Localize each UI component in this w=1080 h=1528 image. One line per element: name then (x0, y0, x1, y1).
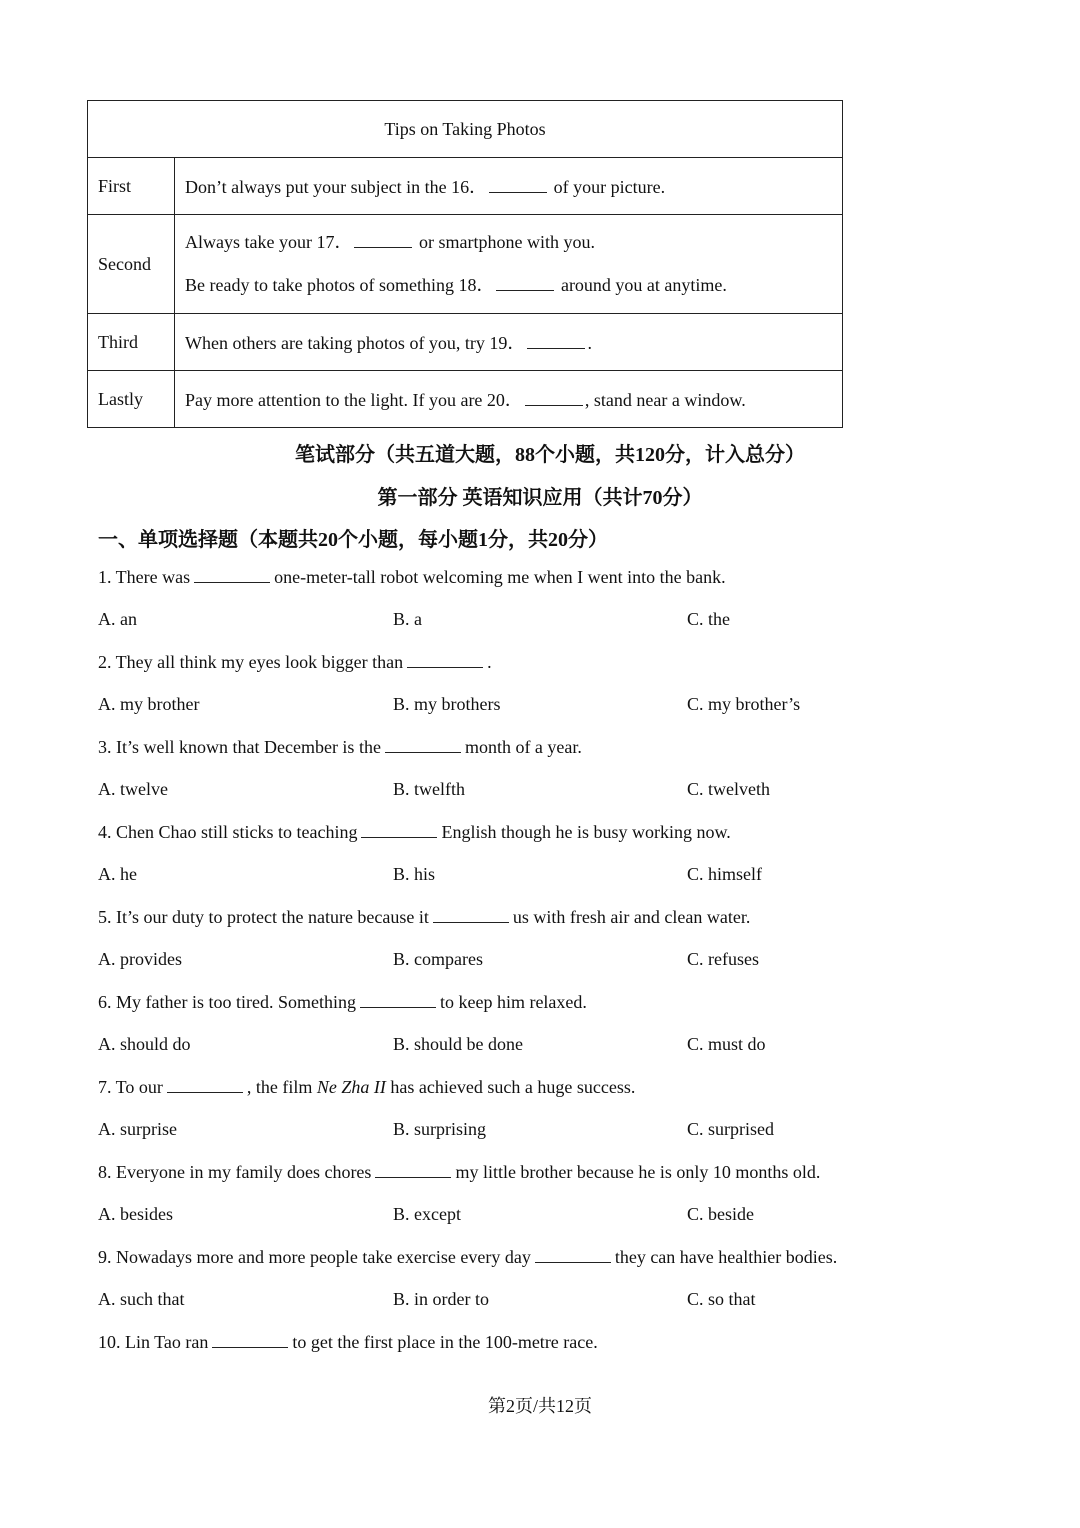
answer-blank (525, 389, 583, 406)
film-title: Ne Zha II (316, 1077, 386, 1097)
row-label: Second (88, 215, 175, 314)
page-number: 第2页/共12页 (487, 1396, 592, 1416)
row-text: Be ready to take photos of something 18． (185, 275, 495, 295)
table-row (88, 158, 843, 215)
option-a: A. such that (98, 1289, 185, 1309)
option-a: A. my brother (98, 694, 200, 714)
option-b: B. surprising (393, 1119, 487, 1139)
question-text: one-meter-tall robot welcoming me when I went into the bank. (274, 567, 726, 587)
table-row (88, 371, 843, 428)
option-c: C. refuses (687, 949, 759, 969)
option-c: C. must do (687, 1034, 766, 1054)
row-text: , stand near a window. (584, 390, 746, 410)
answer-blank (375, 1161, 451, 1178)
option-b: B. compares (393, 949, 483, 969)
question-7 (98, 1076, 635, 1098)
question-3 (98, 736, 582, 758)
question-text: , the film (246, 1077, 313, 1097)
question-1 (98, 566, 726, 588)
question-text: 4. Chen Chao still sticks to teaching (98, 822, 358, 842)
question-text: 3. It’s well known that December is the (98, 737, 381, 757)
option-c: C. himself (687, 864, 762, 884)
option-b: B. his (393, 864, 436, 884)
question-4 (98, 821, 731, 843)
option-c: C. the (687, 609, 730, 629)
answer-blank (361, 821, 437, 838)
question-text: 1. There was (98, 567, 191, 587)
option-a: A. surprise (98, 1119, 177, 1139)
option-a: A. an (98, 609, 137, 629)
row-text: of your picture. (549, 177, 666, 197)
question-6 (98, 991, 587, 1013)
row-label: First (88, 158, 175, 215)
row-content (175, 215, 843, 314)
question-8 (98, 1161, 820, 1183)
option-a: A. he (98, 864, 137, 884)
option-b: B. except (393, 1204, 461, 1224)
option-a: A. twelve (98, 779, 168, 799)
table-row (88, 215, 843, 314)
answer-blank (167, 1076, 243, 1093)
answer-blank (354, 231, 412, 248)
row-text: or smartphone with you. (414, 232, 595, 252)
option-c: C. surprised (687, 1119, 774, 1139)
answer-blank (433, 906, 509, 923)
row-content (175, 371, 843, 428)
question-text: has achieved such a huge success. (385, 1077, 636, 1097)
answer-blank (194, 566, 270, 583)
row-label: Third (88, 314, 175, 371)
answer-blank (535, 1246, 611, 1263)
question-text: month of a year. (464, 737, 582, 757)
answer-blank (496, 274, 554, 291)
option-c: C. beside (687, 1204, 754, 1224)
row-text: Don’t always put your subject in the 16． (185, 177, 488, 197)
option-b: B. in order to (393, 1289, 489, 1309)
answer-blank (527, 332, 585, 349)
option-a: A. should do (98, 1034, 191, 1054)
row-content (175, 314, 843, 371)
row-label: Lastly (88, 371, 175, 428)
question-9 (98, 1246, 837, 1268)
question-text: 2. They all think my eyes look bigger than (98, 652, 404, 672)
part1-heading: 第一部分 英语知识应用（共计70分） (377, 487, 703, 509)
question-text: us with fresh air and clean water. (512, 907, 751, 927)
written-section-heading: 笔试部分（共五道大题，88个小题，共120分，计入总分） (295, 444, 805, 466)
answer-blank (407, 651, 483, 668)
question-text: my little brother because he is only 10 months old. (455, 1162, 821, 1182)
answer-blank (360, 991, 436, 1008)
question-text: English though he is busy working now. (441, 822, 731, 842)
question-text: 9. Nowadays more and more people take exercise every day (98, 1247, 531, 1267)
question-text: they can have healthier bodies. (614, 1247, 838, 1267)
option-a: A. besides (98, 1204, 173, 1224)
question-2 (98, 651, 492, 673)
row-content (175, 158, 843, 215)
option-b: B. my brothers (393, 694, 501, 714)
question-text: 8. Everyone in my family does chores (98, 1162, 372, 1182)
row-text: Always take your 17． (185, 232, 353, 252)
row-text: When others are taking photos of you, try 19． (185, 333, 526, 353)
answer-blank (212, 1331, 288, 1348)
multiple-choice-heading: 一、单项选择题（本题共20个小题，每小题1分，共20分） (98, 529, 608, 551)
option-c: C. so that (687, 1289, 756, 1309)
question-text: to keep him relaxed. (439, 992, 587, 1012)
question-text: . (487, 652, 492, 672)
tips-table-title: Tips on Taking Photos (88, 101, 843, 158)
option-b: B. a (393, 609, 422, 629)
option-a: A. provides (98, 949, 182, 969)
table-row (88, 314, 843, 371)
option-c: C. twelveth (687, 779, 770, 799)
answer-blank (385, 736, 461, 753)
row-text: around you at anytime. (556, 275, 727, 295)
question-text: 10. Lin Tao ran (98, 1332, 209, 1352)
tips-table (87, 100, 843, 428)
question-text: to get the first place in the 100-metre race. (292, 1332, 598, 1352)
question-text: 7. To our (98, 1077, 163, 1097)
answer-blank (489, 176, 547, 193)
option-b: B. twelfth (393, 779, 465, 799)
question-10 (98, 1331, 598, 1353)
question-5 (98, 906, 750, 928)
question-text: 5. It’s our duty to protect the nature because it (98, 907, 429, 927)
row-text: Pay more attention to the light. If you are 20． (185, 390, 523, 410)
option-b: B. should be done (393, 1034, 523, 1054)
row-text: . (587, 333, 592, 353)
option-c: C. my brother’s (687, 694, 801, 714)
question-text: 6. My father is too tired. Something (98, 992, 356, 1012)
